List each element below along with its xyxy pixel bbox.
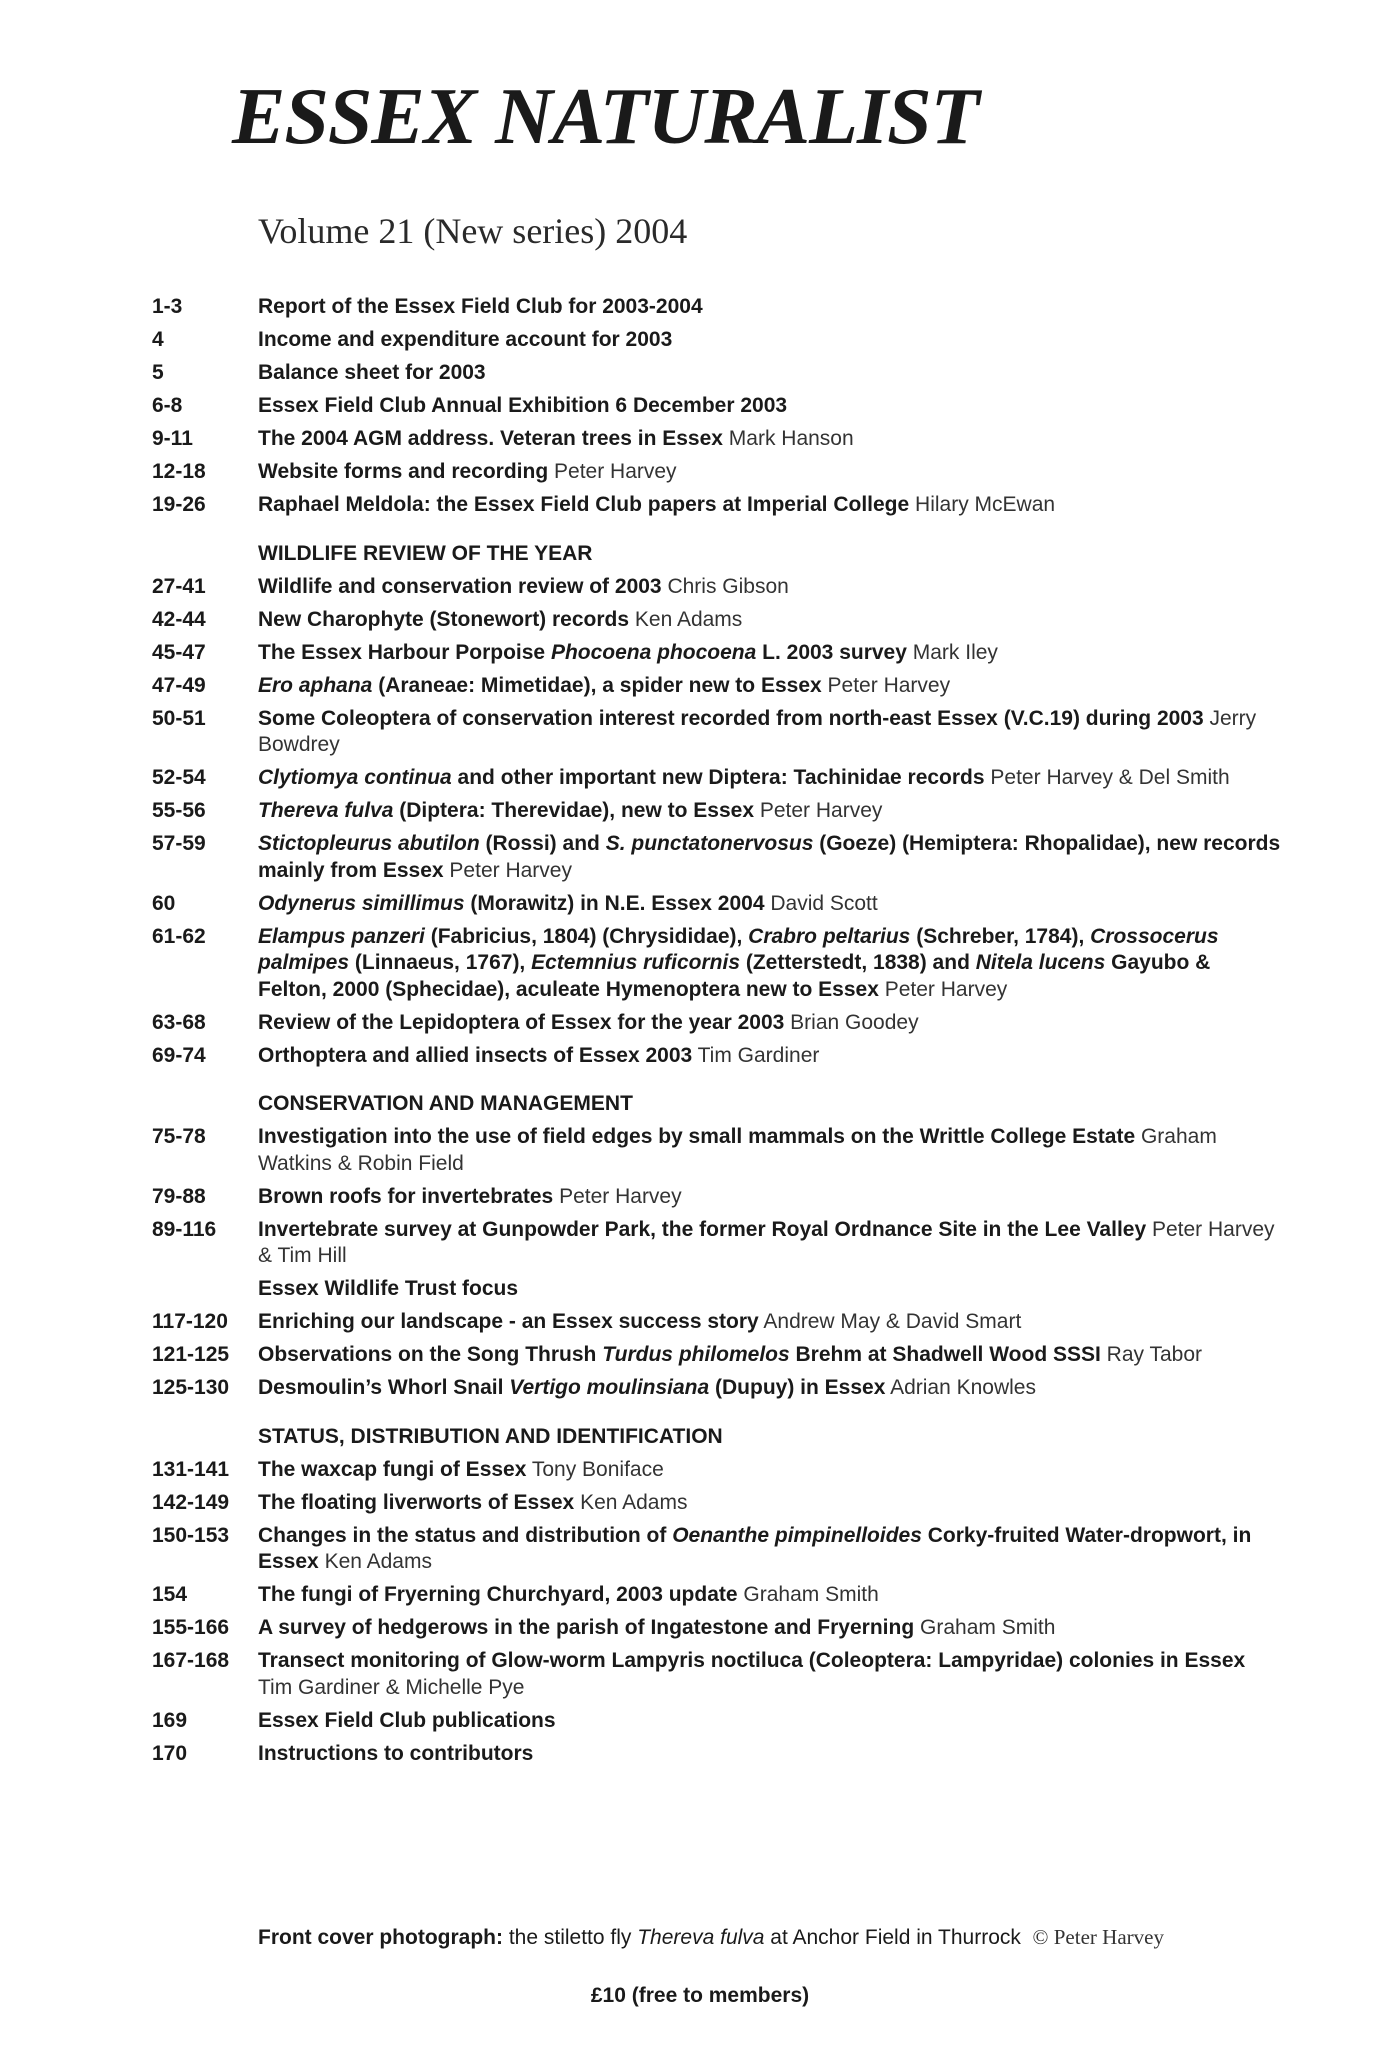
entry-author: Hilary McEwan [909,493,1056,516]
contents-entry [152,1490,1282,1517]
entry-text [258,706,1282,759]
contents-entry [152,1184,1282,1211]
page-range: 170 [152,1741,188,1765]
entry-text [258,1124,1282,1177]
entry-title: Wildlife and conservation review of 2003 [258,574,662,598]
contents-entry [152,1375,1282,1402]
entry-text [258,574,1282,601]
contents-entry [152,1648,1282,1701]
entry-author: Mark Hanson [722,427,854,450]
page-range: 150-153 [152,1523,230,1547]
page-range: 42-44 [152,607,206,631]
page-range: 47-49 [152,673,206,697]
entry-text [258,1615,1282,1642]
ewt-entries [152,1309,1282,1402]
entry-text [258,831,1282,884]
page-range: 4 [152,328,164,351]
page-range: 167-168 [152,1649,230,1672]
contents-entry [152,1342,1282,1369]
contents-entry [152,706,1282,759]
contents-entry [152,492,1282,519]
entry-author: Adrian Knowles [885,1376,1036,1399]
entry-title: A survey of hedgerows in the parish of Ingatestone and Fryerning [258,1616,915,1639]
page-range: 142-149 [152,1490,230,1514]
entry-species-name: Elampus panzeri [258,924,425,948]
page-range: 19-26 [152,493,206,516]
page-range: 9-11 [152,427,193,450]
entry-text [258,1490,1282,1517]
entry-text [258,1309,1282,1336]
contents-entry [152,294,1282,321]
entry-author: Graham Watkins & Robin Field [258,1125,1217,1175]
cover-label: Front cover photograph: [258,1926,503,1949]
contents-entry [152,1741,1282,1768]
page-range: 131-141 [152,1457,230,1481]
entry-author: Andrew May & David Smart [758,1310,1022,1333]
entry-text [258,1648,1282,1701]
price-line: £10 (free to members) [590,1984,810,2007]
contents-entry [152,607,1282,634]
page-range: 89-116 [152,1217,217,1241]
entry-title: Gayubo & Felton, 2000 (Sphecidae), aculeate Hymenoptera new to Essex [258,951,1211,1001]
status-entries [152,1457,1282,1768]
contents-entry [152,327,1282,354]
conservation-entries [152,1124,1282,1270]
entry-species-name: Clytiomya continua [258,766,452,789]
entry-title: Income and expenditure account for 2003 [258,328,673,351]
entry-title: Instructions to contributors [258,1741,534,1765]
page-range: 117-120 [152,1310,228,1333]
wildlife-entries [152,574,1282,1070]
entry-author: Peter Harvey [878,977,1008,1001]
section-heading-wildlife: WILDLIFE REVIEW OF THE YEAR [258,541,593,565]
entry-species-name: S. punctatonervosus [605,832,814,855]
entry-text [258,765,1282,792]
cover-text-2: at Anchor Field in Thurrock [764,1926,1021,1949]
contents-entry [152,426,1282,453]
section-heading-conservation: CONSERVATION AND MANAGEMENT [258,1092,633,1115]
entry-author: Tim Gardiner [692,1043,820,1067]
entry-title: Invertebrate survey at Gunpowder Park, the former Royal Ordnance Site in the Lee Valley [258,1217,1147,1241]
cover-text-1: the stiletto fly [503,1926,638,1949]
entry-text [258,1375,1282,1402]
contents-entry [152,1457,1282,1484]
entry-author: Peter Harvey [754,799,883,822]
entry-title: The waxcap fungi of Essex [258,1457,527,1481]
entry-text [258,924,1282,1004]
entry-text [258,1708,1282,1735]
entry-title: Enriching our landscape - an Essex success story [258,1310,759,1333]
entry-title: (Linnaeus, 1767), [349,951,532,974]
contents-entry [152,831,1282,884]
entry-species-name: Turdus philomelos [602,1343,790,1366]
page-range: 45-47 [152,640,206,664]
contents-list [152,294,1282,1774]
page-range: 52-54 [152,766,206,789]
entry-author: Mark Iley [906,640,998,664]
contents-entry [152,360,1282,387]
entry-title: Review of the Lepidoptera of Essex for the year 2003 [258,1010,785,1034]
contents-entry [152,574,1282,601]
entry-title: and other important new Diptera: Tachinidae records [451,766,985,789]
entry-title: Balance sheet for 2003 [258,361,486,384]
contents-entry [152,459,1282,486]
contents-entry [152,798,1282,825]
page-range: 75-78 [152,1125,206,1148]
entry-author: Peter Harvey [821,673,951,697]
journal-title: ESSEX NATURALIST [232,73,979,161]
entry-title: Essex Field Club publications [258,1708,556,1732]
page-range: 154 [152,1583,188,1606]
entry-text [258,327,1282,354]
page-range: 55-56 [152,799,206,822]
cover-photo-credit [258,1925,1164,1950]
contents-entry [152,1708,1282,1735]
contents-entry [152,1124,1282,1177]
page-range: 155-166 [152,1616,230,1639]
page-range: 121-125 [152,1343,230,1366]
entry-title: (Morawitz) in N.E. Essex 2004 [464,891,765,915]
entry-title: Essex Field Club Annual Exhibition 6 December 2003 [258,394,788,417]
entry-title: Changes in the status and distribution of [258,1523,673,1547]
entry-title: Orthoptera and allied insects of Essex 2003 [258,1043,693,1067]
entry-text [258,1523,1282,1576]
entry-title: Corky-fruited Water-dropwort, in Essex [258,1523,1252,1573]
page-range: 50-51 [152,706,206,730]
entry-title: Some Coleoptera of conservation interest recorded from north-east Essex (V.C.19) during 2003 [258,706,1204,730]
page-range: 12-18 [152,460,206,483]
entry-author: Peter Harvey & Del Smith [984,766,1230,789]
entry-author: Brian Goodey [784,1010,919,1034]
entry-author: Peter Harvey [553,1184,682,1208]
intro-entries [152,294,1282,519]
entry-text [258,1184,1282,1211]
entry-text [258,798,1282,825]
entry-species-name: Phocoena phocoena [550,640,757,664]
contents-entry [152,1043,1282,1070]
entry-title: (Goeze) (Hemiptera: Rhopalidae), new records mainly from Essex [258,832,1281,882]
cover-species: Thereva fulva [637,1926,765,1949]
contents-entry [152,924,1282,1004]
entry-title: (Diptera: Therevidae), new to Essex [393,799,755,822]
entry-species-name: Oenanthe pimpinelloides [672,1523,922,1547]
entry-author: Peter Harvey [548,460,677,483]
page-range: 63-68 [152,1010,206,1034]
entry-title: (Araneae: Mimetidae), a spider new to Essex [372,673,822,697]
contents-entry [152,1615,1282,1642]
entry-author: Graham Smith [914,1616,1056,1639]
entry-text [258,492,1282,519]
entry-author: Peter Harvey [443,858,572,882]
entry-species-name: Nitela lucens [975,951,1106,974]
contents-entry [152,891,1282,918]
contents-entry [152,673,1282,700]
entry-author: Peter Harvey & Tim Hill [258,1217,1275,1267]
entry-text [258,1342,1282,1369]
entry-title: The Essex Harbour Porpoise [258,640,551,664]
entry-title: Observations on the Song Thrush [258,1343,603,1366]
subsection-heading-ewt: Essex Wildlife Trust focus [258,1277,519,1300]
entry-text [258,1457,1282,1484]
page-range: 169 [152,1708,188,1732]
entry-text [258,459,1282,486]
page-range: 125-130 [152,1376,230,1399]
entry-title: The fungi of Fryerning Churchyard, 2003 update [258,1583,738,1606]
entry-title: Brown roofs for invertebrates [258,1184,554,1208]
entry-text [258,640,1282,667]
entry-species-name: Vertigo moulinsiana [509,1376,710,1399]
contents-entry [152,1010,1282,1037]
entry-author: Ken Adams [574,1490,688,1514]
contents-entry [152,1582,1282,1609]
volume-line: Volume 21 (New series) 2004 [258,211,688,251]
entry-author: David Scott [764,891,878,915]
entry-title: Transect monitoring of Glow-worm Lampyris noctiluca (Coleoptera: Lampyridae) colonies in Essex [258,1649,1246,1672]
entry-text [258,1582,1282,1609]
contents-entry [152,1217,1282,1270]
entry-author: Tim Gardiner & Michelle Pye [258,1675,525,1699]
entry-text [258,393,1282,420]
entry-text [258,607,1282,634]
entry-title: (Rossi) and [479,832,606,855]
entry-title: Raphael Meldola: the Essex Field Club papers at Imperial College [258,493,910,516]
entry-title: Report of the Essex Field Club for 2003-2004 [258,295,703,318]
entry-species-name: Odynerus simillimus [258,891,465,915]
entry-title: L. 2003 survey [756,640,907,664]
entry-species-name: Ero aphana [258,673,373,697]
entry-species-name: Stictopleurus abutilon [258,832,480,855]
entry-text [258,360,1282,387]
entry-species-name: Ectemnius ruficornis [531,951,740,974]
entry-title: Desmoulin’s Whorl Snail [258,1376,510,1399]
page-range: 27-41 [152,574,206,598]
entry-author: Ray Tabor [1100,1343,1203,1366]
cover-credit: © Peter Harvey [1032,1925,1164,1949]
entry-author: Tony Boniface [526,1457,664,1481]
contents-entry [152,1309,1282,1336]
entry-title: (Fabricius, 1804) (Chrysididae), [424,924,749,948]
contents-entry [152,1523,1282,1576]
page-range: 57-59 [152,832,206,855]
entry-text [258,1010,1282,1037]
entry-text [258,891,1282,918]
entry-author: Graham Smith [737,1583,879,1606]
entry-species-name: Thereva fulva [258,799,394,822]
contents-entry [152,640,1282,667]
entry-author: Chris Gibson [661,574,789,598]
page-range: 1-3 [152,295,183,318]
page-range: 79-88 [152,1184,206,1208]
page-range: 6-8 [152,394,183,417]
entry-species-name: Crabro peltarius [748,924,911,948]
page-range: 61-62 [152,924,206,948]
entry-title: Brehm at Shadwell Wood SSSI [789,1343,1101,1366]
entry-author: Ken Adams [318,1550,432,1573]
entry-text [258,1741,1282,1768]
entry-title: The floating liverworts of Essex [258,1490,575,1514]
section-heading-status: STATUS, DISTRIBUTION AND IDENTIFICATION [258,1424,723,1448]
entry-text [258,426,1282,453]
contents-entry [152,765,1282,792]
entry-text [258,294,1282,321]
entry-title: The 2004 AGM address. Veteran trees in Essex [258,427,723,450]
page-range: 69-74 [152,1043,206,1067]
entry-title: (Schreber, 1784), [910,924,1091,948]
entry-text [258,1217,1282,1270]
entry-author: Jerry Bowdrey [258,706,1257,756]
page-range: 5 [152,361,164,384]
contents-entry [152,393,1282,420]
entry-text [258,673,1282,700]
entry-title: New Charophyte (Stonewort) records [258,607,630,631]
entry-title: (Zetterstedt, 1838) and [740,951,976,974]
page-range: 60 [152,891,176,915]
entry-title: (Dupuy) in Essex [709,1376,886,1399]
entry-title: Investigation into the use of field edges by small mammals on the Writtle College Estate [258,1125,1136,1148]
entry-text [258,1043,1282,1070]
entry-title: Website forms and recording [258,460,549,483]
entry-author: Ken Adams [629,607,743,631]
entry-species-name: Crossocerus palmipes [258,924,1219,974]
